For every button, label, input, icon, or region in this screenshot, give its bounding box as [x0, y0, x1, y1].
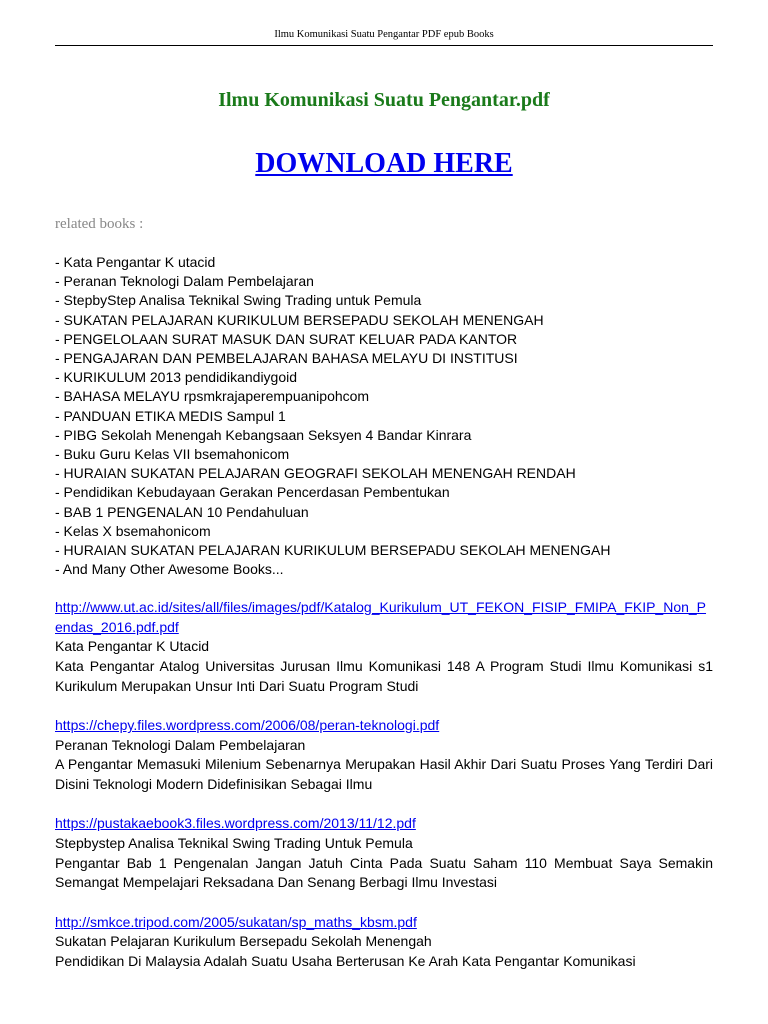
- related-book-item: - Kelas X bsemahonicom: [55, 522, 211, 539]
- entry-description: Pengantar Bab 1 Pengenalan Jangan Jatuh Cinta Pada Suatu Saham 110 Membuat Saya Semakin Semangat Mempelajari Reksadana Dan Senang Berbagi Ilmu Investasi: [55, 854, 713, 891]
- related-book-item: - Buku Guru Kelas VII bsemahonicom: [55, 446, 290, 463]
- related-book-item: - Kata Pengantar K utacid: [55, 254, 216, 270]
- page-header: Ilmu Komunikasi Suatu Pengantar PDF epub Books: [274, 29, 494, 40]
- document-title: Ilmu Komunikasi Suatu Pengantar.pdf: [218, 89, 550, 111]
- book-entry: [55, 814, 713, 893]
- entry-description: Pendidikan Di Malaysia Adalah Suatu Usaha Berterusan Ke Arah Kata Pengantar Komunikasi: [55, 953, 636, 970]
- related-books-list: [55, 253, 713, 579]
- entry-title: Kata Pengantar K Utacid: [55, 638, 210, 655]
- entry-url-link[interactable]: http://smkce.tripod.com/2005/sukatan/sp_maths_kbsm.pdf: [55, 913, 417, 930]
- related-book-item: - BAHASA MELAYU rpsmkrajaperempuanipohcom: [55, 388, 370, 405]
- download-link[interactable]: DOWNLOAD HERE: [255, 148, 513, 179]
- related-book-item: - And Many Other Awesome Books...: [55, 561, 284, 578]
- related-book-item: - PENGELOLAAN SURAT MASUK DAN SURAT KELUAR PADA KANTOR: [55, 330, 518, 347]
- related-book-item: - StepbyStep Analisa Teknikal Swing Trading untuk Pemula: [55, 292, 422, 309]
- related-books-label: related books :: [55, 216, 144, 232]
- book-entry: [55, 913, 713, 972]
- related-book-item: - HURAIAN SUKATAN PELAJARAN KURIKULUM BERSEPADU SEKOLAH MENENGAH: [55, 542, 611, 559]
- entry-url-link[interactable]: http://www.ut.ac.id/sites/all/files/images/pdf/Katalog_Kurikulum_UT_FEKON_FISIP_FMIPA_FKIP_Non_Pendas_2016.pdf.pdf: [55, 599, 707, 635]
- book-entry: [55, 716, 713, 795]
- related-book-item: - SUKATAN PELAJARAN KURIKULUM BERSEPADU SEKOLAH MENENGAH: [55, 311, 544, 328]
- entry-url-link[interactable]: https://pustakaebook3.files.wordpress.com/2013/11/12.pdf: [55, 815, 416, 832]
- related-book-item: - KURIKULUM 2013 pendidikandiygoid: [55, 369, 298, 386]
- entry-title: Sukatan Pelajaran Kurikulum Bersepadu Sekolah Menengah: [55, 933, 432, 950]
- related-book-item: - HURAIAN SUKATAN PELAJARAN GEOGRAFI SEKOLAH MENENGAH RENDAH: [55, 465, 576, 482]
- entry-url-link[interactable]: https://chepy.files.wordpress.com/2006/08/peran-teknologi.pdf: [55, 717, 440, 734]
- related-book-item: - BAB 1 PENGENALAN 10 Pendahuluan: [55, 503, 309, 520]
- related-book-item: - PIBG Sekolah Menengah Kebangsaan Seksyen 4 Bandar Kinrara: [55, 426, 472, 443]
- related-book-item: - PENGAJARAN DAN PEMBELAJARAN BAHASA MELAYU DI INSTITUSI: [55, 350, 518, 367]
- book-entry: [55, 598, 713, 697]
- related-book-item: - Pendidikan Kebudayaan Gerakan Pencerdasan Pembentukan: [55, 484, 450, 501]
- entry-title: Peranan Teknologi Dalam Pembelajaran: [55, 736, 306, 753]
- entry-description: Kata Pengantar Atalog Universitas Jurusan Ilmu Komunikasi 148 A Program Studi Ilmu Komunikasi s1 Kurikulum Merupakan Unsur Inti Dari Suatu Program Studi: [55, 658, 713, 694]
- header-divider: [55, 45, 713, 46]
- related-book-item: - PANDUAN ETIKA MEDIS Sampul 1: [55, 407, 286, 424]
- entry-description: A Pengantar Memasuki Milenium Sebenarnya Merupakan Hasil Akhir Dari Suatu Proses Yang Terdiri Dari Disini Teknologi Modern Didefinisikan Sebagai Ilmu: [55, 756, 713, 793]
- related-book-item: - Peranan Teknologi Dalam Pembelajaran: [55, 273, 314, 290]
- entry-title: Stepbystep Analisa Teknikal Swing Trading Untuk Pemula: [55, 835, 413, 852]
- book-entries: [55, 598, 713, 991]
